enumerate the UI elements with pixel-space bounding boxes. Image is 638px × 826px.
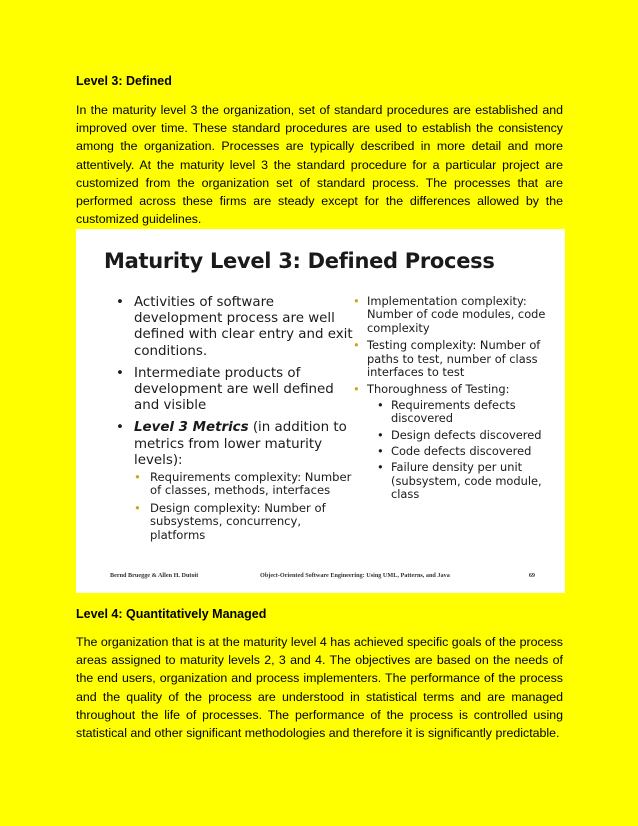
slide-sub-bullet: • Requirements complexity: Number of classes, methods, interfaces (134, 471, 356, 498)
slide-sub-bullet: • Design complexity: Number of subsystems, concurrency, platforms (134, 502, 356, 542)
slide-sub-bullet: • Code defects discovered (377, 445, 558, 458)
slide-bullet: • Testing complexity: Number of paths to test, number of class interfaces to test (353, 339, 558, 379)
slide-bullet: • Activities of software development process are well defined with clear entry and exit conditions. (116, 295, 356, 360)
section-paragraph-level-3: In the maturity level 3 the organization, set of standard procedures are established and improved over time. These standard procedures are used to establish the consistency among the organization. Processes are typically described in more detail and more attentively. At the maturity level 3 the standard procedure for a particular project are customized from the organization set of standard process. The processes that are performed across these firms are steady except for the differences allowed by the customized guidelines. (76, 103, 563, 227)
slide-sub-bullet: • Failure density per unit (subsystem, code module, class (377, 461, 558, 501)
slide-bullet-metrics (116, 420, 356, 542)
slide-footer-authors: Bernd Bruegge & Allen H. Dutoit (110, 572, 199, 579)
slide-title: Maturity Level 3: Defined Process (104, 249, 495, 273)
section-paragraph-level-4: The organization that is at the maturity level 4 has achieved specific goals of the process areas assigned to maturity levels 2, 3 and 4. The objectives are based on the needs of the end users, organization and process implementers. The performance of the process and the quality of the process are understood in statistical terms and are managed throughout the life of processes. The performance of the process is controlled using statistical and other significant methodologies and therefore it is significantly predictable. (76, 635, 563, 741)
slide-bullet: • Intermediate products of development are well defined and visible (116, 366, 356, 415)
section-heading-level-3: Level 3: Defined (76, 74, 172, 88)
metrics-heading: Level 3 Metrics (134, 420, 249, 436)
metrics-sublist (134, 471, 356, 542)
slide-sub-bullet: • Requirements defects discovered (377, 399, 558, 426)
slide-image (76, 229, 565, 593)
slide-footer-book: Object-Oriented Software Engineering: Using UML, Patterns, and Java (260, 572, 450, 579)
section-heading-level-4: Level 4: Quantitatively Managed (76, 607, 267, 621)
slide-right-column (353, 295, 558, 506)
slide-bullet: • Implementation complexity: Number of code modules, code complexity (353, 295, 558, 335)
slide-footer-page-number: 69 (528, 572, 535, 579)
slide-bullet-testing (353, 383, 558, 501)
slide-left-column (116, 295, 356, 548)
testing-heading: Thoroughness of Testing: (367, 382, 510, 397)
slide-sub-bullet: • Design defects discovered (377, 429, 558, 442)
testing-sublist (377, 399, 558, 502)
metrics-heading-rest: (in addition to metrics from lower maturity levels): (134, 420, 347, 468)
